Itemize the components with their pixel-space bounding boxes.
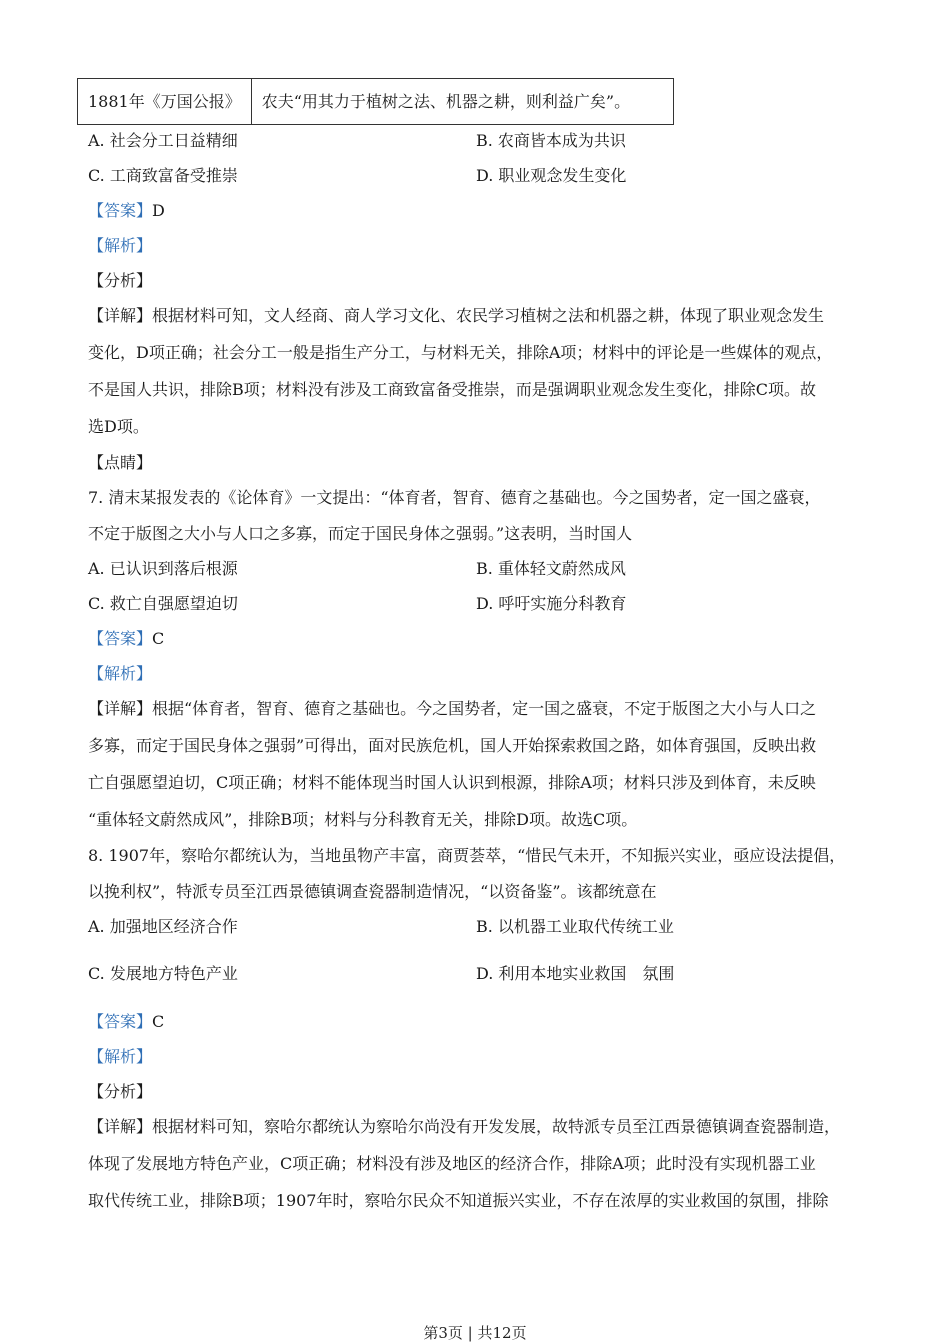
option-a: A. 加强地区经济合作	[88, 917, 238, 936]
dianjing-heading: 【点睛】	[88, 453, 153, 472]
answer-value: C	[152, 1012, 165, 1031]
answer-label: 【答案】	[88, 629, 153, 648]
option-d: D. 利用本地实业救国 氛围	[476, 964, 675, 983]
detail-line: 取代传统工业，排除B项；1907年时，察哈尔民众不知道振兴实业，不存在浓厚的实业救国的氛围，排除	[88, 1191, 829, 1210]
question-stem: 8. 1907年，察哈尔都统认为，当地虽物产丰富，商贾荟萃，“惜民气未开，不知振兴实业，亟应设法提倡，	[88, 846, 846, 865]
option-b: B. 重体轻文蔚然成风	[476, 559, 626, 578]
detail-line: 亡自强愿望迫切，C项正确；材料不能体现当时国人认识到根源，排除A项；材料只涉及到体育，未反映	[88, 773, 816, 792]
answer-line	[88, 1010, 878, 1034]
option-a: A. 社会分工日益精细	[88, 131, 238, 150]
option-d: D. 职业观念发生变化	[476, 166, 627, 185]
fenxi-heading: 【分析】	[88, 1082, 153, 1101]
detail-line: 多寡，而定于国民身体之强弱”可得出，面对民族危机，国人开始探索救国之路，如体育强国，反映出救	[88, 736, 817, 755]
detail-line: 【详解】根据材料可知，察哈尔都统认为察哈尔尚没有开发发展，故特派专员至江西景德镇调查瓷器制造，	[88, 1117, 841, 1136]
detail-line: 变化，D项正确；社会分工一般是指生产分工，与材料无关，排除A项；材料中的评论是一些媒体的观点，	[88, 343, 833, 362]
answer-line	[88, 627, 878, 651]
detail-line: 不是国人共识，排除B项；材料没有涉及工商致富备受推崇，而是强调职业观念发生变化，排除C项。故	[88, 380, 817, 399]
fenxi-heading: 【分析】	[88, 271, 153, 290]
analysis-heading	[88, 662, 878, 686]
option-c: C. 救亡自强愿望迫切	[88, 594, 238, 613]
analysis-heading	[88, 234, 878, 258]
table-row	[78, 79, 674, 125]
table-cell-content: 农夫“用其力于植树之法、机器之耕，则利益广矣”。	[251, 79, 673, 125]
option-c: C. 工商致富备受推崇	[88, 166, 238, 185]
page-footer: 第3页 | 共12页	[423, 1324, 527, 1342]
option-b: B. 以机器工业取代传统工业	[476, 917, 674, 936]
option-d: D. 呼吁实施分科教育	[476, 594, 627, 613]
question-stem: 不定于版图之大小与人口之多寡，而定于国民身体之强弱。”这表明，当时国人	[88, 524, 633, 543]
answer-label: 【答案】	[88, 1012, 153, 1031]
detail-line: 【详解】根据材料可知，文人经商、商人学习文化、农民学习植树之法和机器之耕，体现了职业观念发生	[88, 306, 825, 325]
answer-value: D	[152, 201, 165, 220]
question-stem: 7. 清末某报发表的《论体育》一文提出：“体育者，智育、德育之基础也。今之国势者，定一国之盛衰，	[88, 488, 821, 507]
detail-line: 选D项。	[88, 417, 149, 436]
analysis-label: 【解析】	[88, 664, 153, 683]
detail-line: “重体轻文蔚然成风”，排除B项；材料与分科教育无关，排除D项。故选C项。	[88, 810, 638, 829]
detail-line: 【详解】根据“体育者，智育、德育之基础也。今之国势者，定一国之盛衰，不定于版图之大小与人口之	[88, 699, 817, 718]
analysis-label: 【解析】	[88, 236, 153, 255]
answer-value: C	[152, 629, 165, 648]
table-cell-source: 1881年《万国公报》	[78, 79, 252, 125]
analysis-heading	[88, 1045, 878, 1069]
answer-line	[88, 199, 878, 223]
question-stem: 以挽利权”，特派专员至江西景德镇调查瓷器制造情况，“以资备鉴”。该都统意在	[88, 882, 657, 901]
option-a: A. 已认识到落后根源	[88, 559, 238, 578]
option-b: B. 农商皆本成为共识	[476, 131, 626, 150]
answer-label: 【答案】	[88, 201, 153, 220]
analysis-label: 【解析】	[88, 1047, 153, 1066]
detail-line: 体现了发展地方特色产业，C项正确；材料没有涉及地区的经济合作，排除A项；此时没有实现机器工业	[88, 1154, 816, 1173]
option-c: C. 发展地方特色产业	[88, 964, 238, 983]
source-table	[77, 78, 674, 125]
